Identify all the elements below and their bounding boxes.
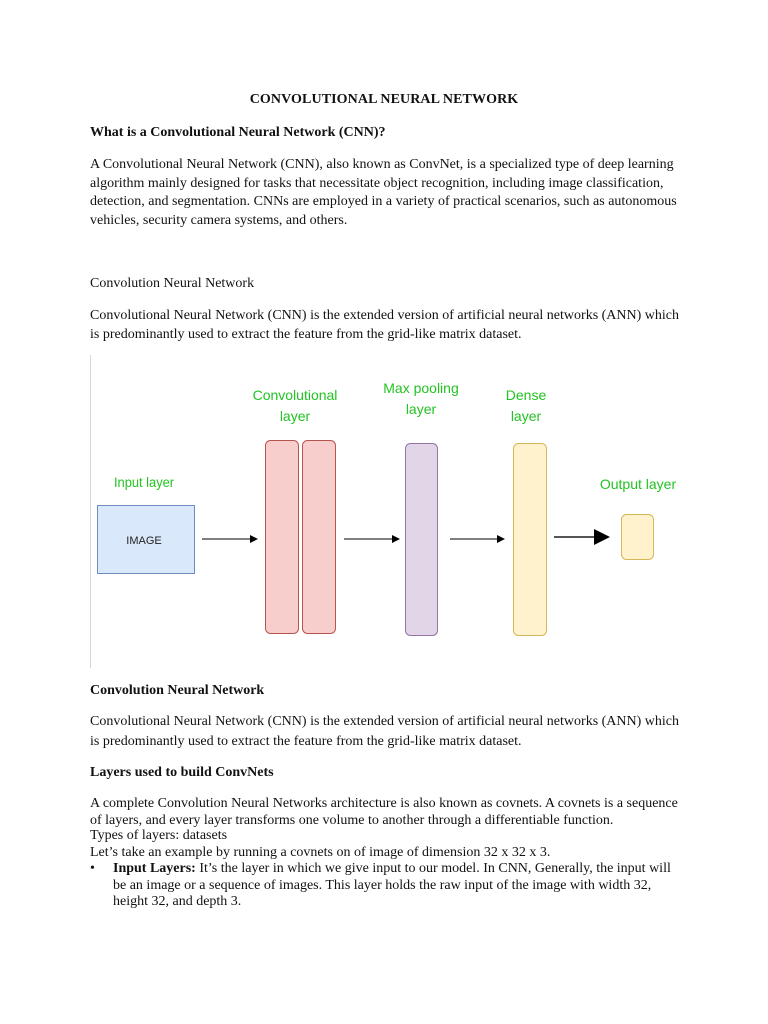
bullet-dot: • — [90, 861, 95, 876]
definition-paragraph: Convolutional Neural Network (CNN) is the extended version of artificial neural networks (ANN) which is predominantly used to extract the feature from the grid-like matrix dataset. — [90, 308, 680, 342]
dense-layer-label-line2: layer — [510, 408, 542, 424]
dense-layer-label-line1: Dense — [505, 387, 547, 403]
input-layer-label: Input layer — [114, 474, 175, 491]
conv-layer-bar-2 — [303, 441, 336, 634]
types-of-layers-line: Types of layers: datasets — [90, 828, 228, 843]
output-layer-box — [622, 515, 654, 560]
cnn-architecture-diagram — [90, 355, 690, 668]
heading-what-is-cnn: What is a Convolutional Neural Network (CNN)? — [90, 125, 386, 140]
heading-convolution-neural-network: Convolution Neural Network — [90, 683, 265, 698]
layer-bullet-list — [90, 861, 680, 911]
figure-left-border — [90, 355, 91, 668]
intro-paragraph: A Convolutional Neural Network (CNN), also known as ConvNet, is a specialized type of deep learning algorithm mainly designed for tasks that necessitate object recognition, including image classification, detection, and segmentation. CNNs are employed in a variety of practical scenarios, such as autonomous vehicles, security camera systems, and others. — [90, 157, 677, 228]
dense-layer-bar — [514, 444, 547, 636]
page-title: CONVOLUTIONAL NEURAL NETWORK — [249, 92, 519, 107]
conv-layer-bar-1 — [266, 441, 299, 634]
conv-layer-label-line2: layer — [279, 408, 311, 424]
output-layer-label: Output layer — [599, 476, 677, 492]
conv-layer-label-line1: Convolutional — [252, 387, 338, 403]
subheading-convolution-neural-network: Convolution Neural Network — [90, 276, 255, 291]
pool-layer-label-line1: Max pooling — [383, 380, 459, 396]
covnets-paragraph: A complete Convolution Neural Networks architecture is also known as covnets. A covnets is a sequence of layers, and every layer transforms one volume to another through a differentiable function. — [90, 796, 678, 828]
definition-paragraph-repeat: Convolutional Neural Network (CNN) is the extended version of artificial neural networks (ANN) which is predominantly used to extract the feature from the grid-like matrix dataset. — [90, 714, 680, 749]
bullet-text: It’s the layer in which we give input to our model. In CNN, Generally, the input will be an image or a sequence of images. This layer holds the raw input of the image with width 32, height 32, and depth 3. — [113, 861, 671, 910]
input-image-label: IMAGE — [126, 535, 162, 547]
bullet-term: Input Layers: — [113, 861, 196, 876]
cnn-diagram-svg — [90, 355, 690, 668]
pool-layer-bar — [406, 444, 438, 636]
pool-layer-label-line2: layer — [405, 401, 437, 417]
example-line: Let’s take an example by running a covnets on of image of dimension 32 x 32 x 3. — [90, 845, 551, 860]
list-item-input-layers — [90, 861, 680, 911]
heading-layers-used: Layers used to build ConvNets — [90, 765, 274, 780]
